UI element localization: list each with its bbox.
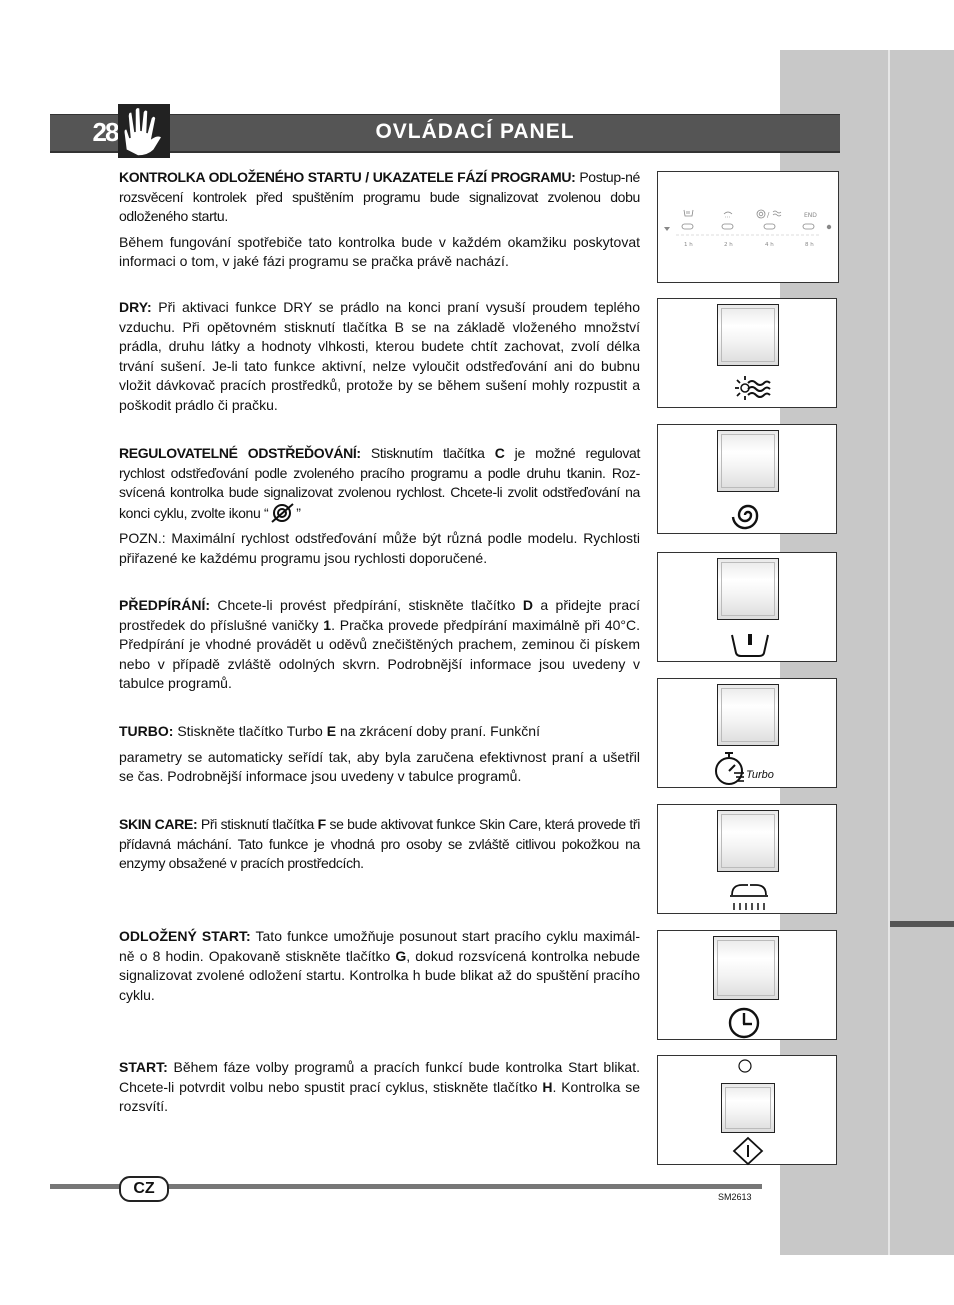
skin-care-button-panel [657, 804, 837, 914]
section-dry [119, 298, 640, 421]
prewash-button[interactable] [717, 558, 779, 620]
section-prewash: PŘEDPÍRÁNÍ: Chcete-li provést předpírání, stiskněte tlačítko D a přidejte prací prostředek do příslušné vaničky 1. Pračka provede předpírání maximálně při 40°C. Předpírání je vhodné provádět u oděvů znečištěných prachem, zeminou či pískem nebo v případě zvláště odolných skvrn. Podrobnější informace jsou uvedeny v tabulce programů. [119, 597, 641, 691]
section-label: DRY: [119, 299, 152, 315]
hand-logo-icon [118, 104, 170, 158]
doc-code: SM2613 [718, 1192, 752, 1202]
dry-button[interactable] [717, 304, 779, 366]
section-text: parametry se automaticky seřídí tak, aby byla zaručena efektivnost praní a ušetřil se čas. Podrobnější informace jsou uvedeny v tabulce programů. [119, 748, 640, 784]
skin-care-button[interactable] [717, 810, 779, 872]
no-spin-icon [268, 503, 296, 523]
delay-clock-icon [724, 1003, 764, 1041]
end-label: END [804, 212, 817, 219]
side-tab-marker [890, 921, 954, 927]
section-label: REGULOVATELNÉ ODSTŘEĎOVÁNÍ: [119, 445, 361, 461]
section-label: TURBO: [119, 723, 174, 739]
side-strip-divider [888, 50, 890, 1255]
start-button-panel [657, 1055, 837, 1165]
section-delay-start: ODLOŽENÝ START: Tato funkce umožňuje posunout start pracího cyklu maximál-ně o 8 hodin. Opakovaně stiskněte tlačítko G, dokud rozsvícená kontrolka nebude signalizovat zvolené odložení startu. Kontrolka h bude blikat až do spuštění pracího cyklu. [119, 928, 640, 1003]
hour-label-2: 2 h [724, 242, 733, 248]
wash-phase-icon [684, 210, 693, 216]
turbo-button[interactable] [717, 684, 779, 746]
section-label: START: [119, 1059, 168, 1075]
spin-icon [728, 497, 768, 533]
dry-button-panel [657, 298, 837, 408]
section-start: START: Během fáze volby programů a pracích funkcí bude kontrolka Start blikat. Chcete-li potvrdit volbu nebo spustit prací cyklus, stiskněte tlačítko H. Kontrolka se rozsvítí. [119, 1059, 640, 1114]
section-spin: REGULOVATELNÉ ODSTŘEĎOVÁNÍ: Stisknutím tlačítka C je možné regulovat rychlost odstřeďování podle zvoleného pracího programu a podle druhu tkanin. Roz-svícená kontrolka bude signalizovat zvolenou rychlost. Chcete-li zvolit odstřeďování na konci cyklu, zvolte ikonu “ ” POZN.: Maximální rychlost odstřeďování může být různá podle modelu. Rychlosti přiřazené ke každému programu jsou rychlosti doporučené. [119, 444, 640, 574]
section-skin-care: SKIN CARE: Při stisknutí tlačítka F se bude aktivovat funkce Skin Care, která provede tři přídavná máchání. Tato funkce je vhodná pro osoby se zvláště citlivou pokožkou na enzymy obsažené v pracích prostředcích. [119, 816, 640, 871]
section-text: Postup-né rozsvěcení kontrolek před spuštěním programu bude signalizovat zvolenou dobu odloženého startu. [119, 169, 640, 224]
dry-icon [734, 371, 774, 405]
page-number: 28 [92, 117, 118, 147]
skin-care-icon [726, 879, 772, 913]
start-pause-icon [731, 1136, 765, 1166]
section-label: PŘEDPÍRÁNÍ: [119, 597, 211, 613]
start-button[interactable] [721, 1083, 775, 1133]
section-text: Během fungování spotřebiče tato kontrolka bude v každém okamžiku poskytovat informaci o tom, v jaké fázi programu se pračka právě nachází. [119, 233, 640, 269]
delay-start-button[interactable] [713, 936, 779, 1000]
section-label: SKIN CARE: [119, 816, 198, 832]
hour-label-8: 8 h [805, 242, 814, 248]
section-label: KONTROLKA ODLOŽENÉHO STARTU / UKAZATELE FÁZÍ PROGRAMU: [119, 169, 576, 185]
delay-start-button-panel [657, 930, 837, 1040]
hour-label-4: 4 h [765, 242, 774, 248]
prewash-button-panel [657, 552, 837, 662]
page-title: OVLÁDACÍ PANEL [375, 120, 575, 143]
spin-button-panel [657, 424, 837, 534]
section-text: Při aktivaci funkce DRY se prádlo na konci praní vysuší proudem teplého vzduchu. Při opětovném stisknutí tlačítka B se na základě vloženého množství prádla, druhu látky a hodnoty vlhkosti, kterou budete chtít zachovat, zvolí délka trvání sušení. Je-li tato funkce aktivní, nelze vyloučit odstřeďování ani do bubnu vložit dávkovač pracích prostředků, protože by se během sušení mohly rozpustit a poškodit prádlo či pračku. [119, 299, 640, 413]
start-indicator-light [737, 1058, 753, 1074]
svg-text:/: / [767, 211, 770, 219]
rinse-phase-icon [724, 212, 732, 217]
spin-dry-phase-icon [757, 210, 781, 219]
hour-label-1: 1 h [684, 242, 693, 248]
language-badge: CZ [119, 1176, 169, 1202]
spin-button[interactable] [717, 430, 779, 492]
section-text: POZN.: Maximální rychlost odstřeďování může být různá podle modelu. Rychlosti přiřazené ke každému programu jsou rychlosti doporučené. [119, 530, 640, 566]
section-turbo: TURBO: Stiskněte tlačítko Turbo E na zkrácení doby praní. Funkční parametry se automaticky seřídí tak, aby byla zaručena efektivnost praní a ušetřil se čas. Podrobnější informace jsou uvedeny v tabulce programů. [119, 722, 640, 793]
section-start-delay-lights [119, 168, 640, 278]
turbo-label: Turbo [746, 769, 774, 781]
prewash-icon [728, 629, 772, 659]
indicator-lights-panel [657, 171, 839, 283]
section-label: ODLOŽENÝ START: [119, 928, 251, 944]
turbo-button-panel [657, 678, 837, 788]
